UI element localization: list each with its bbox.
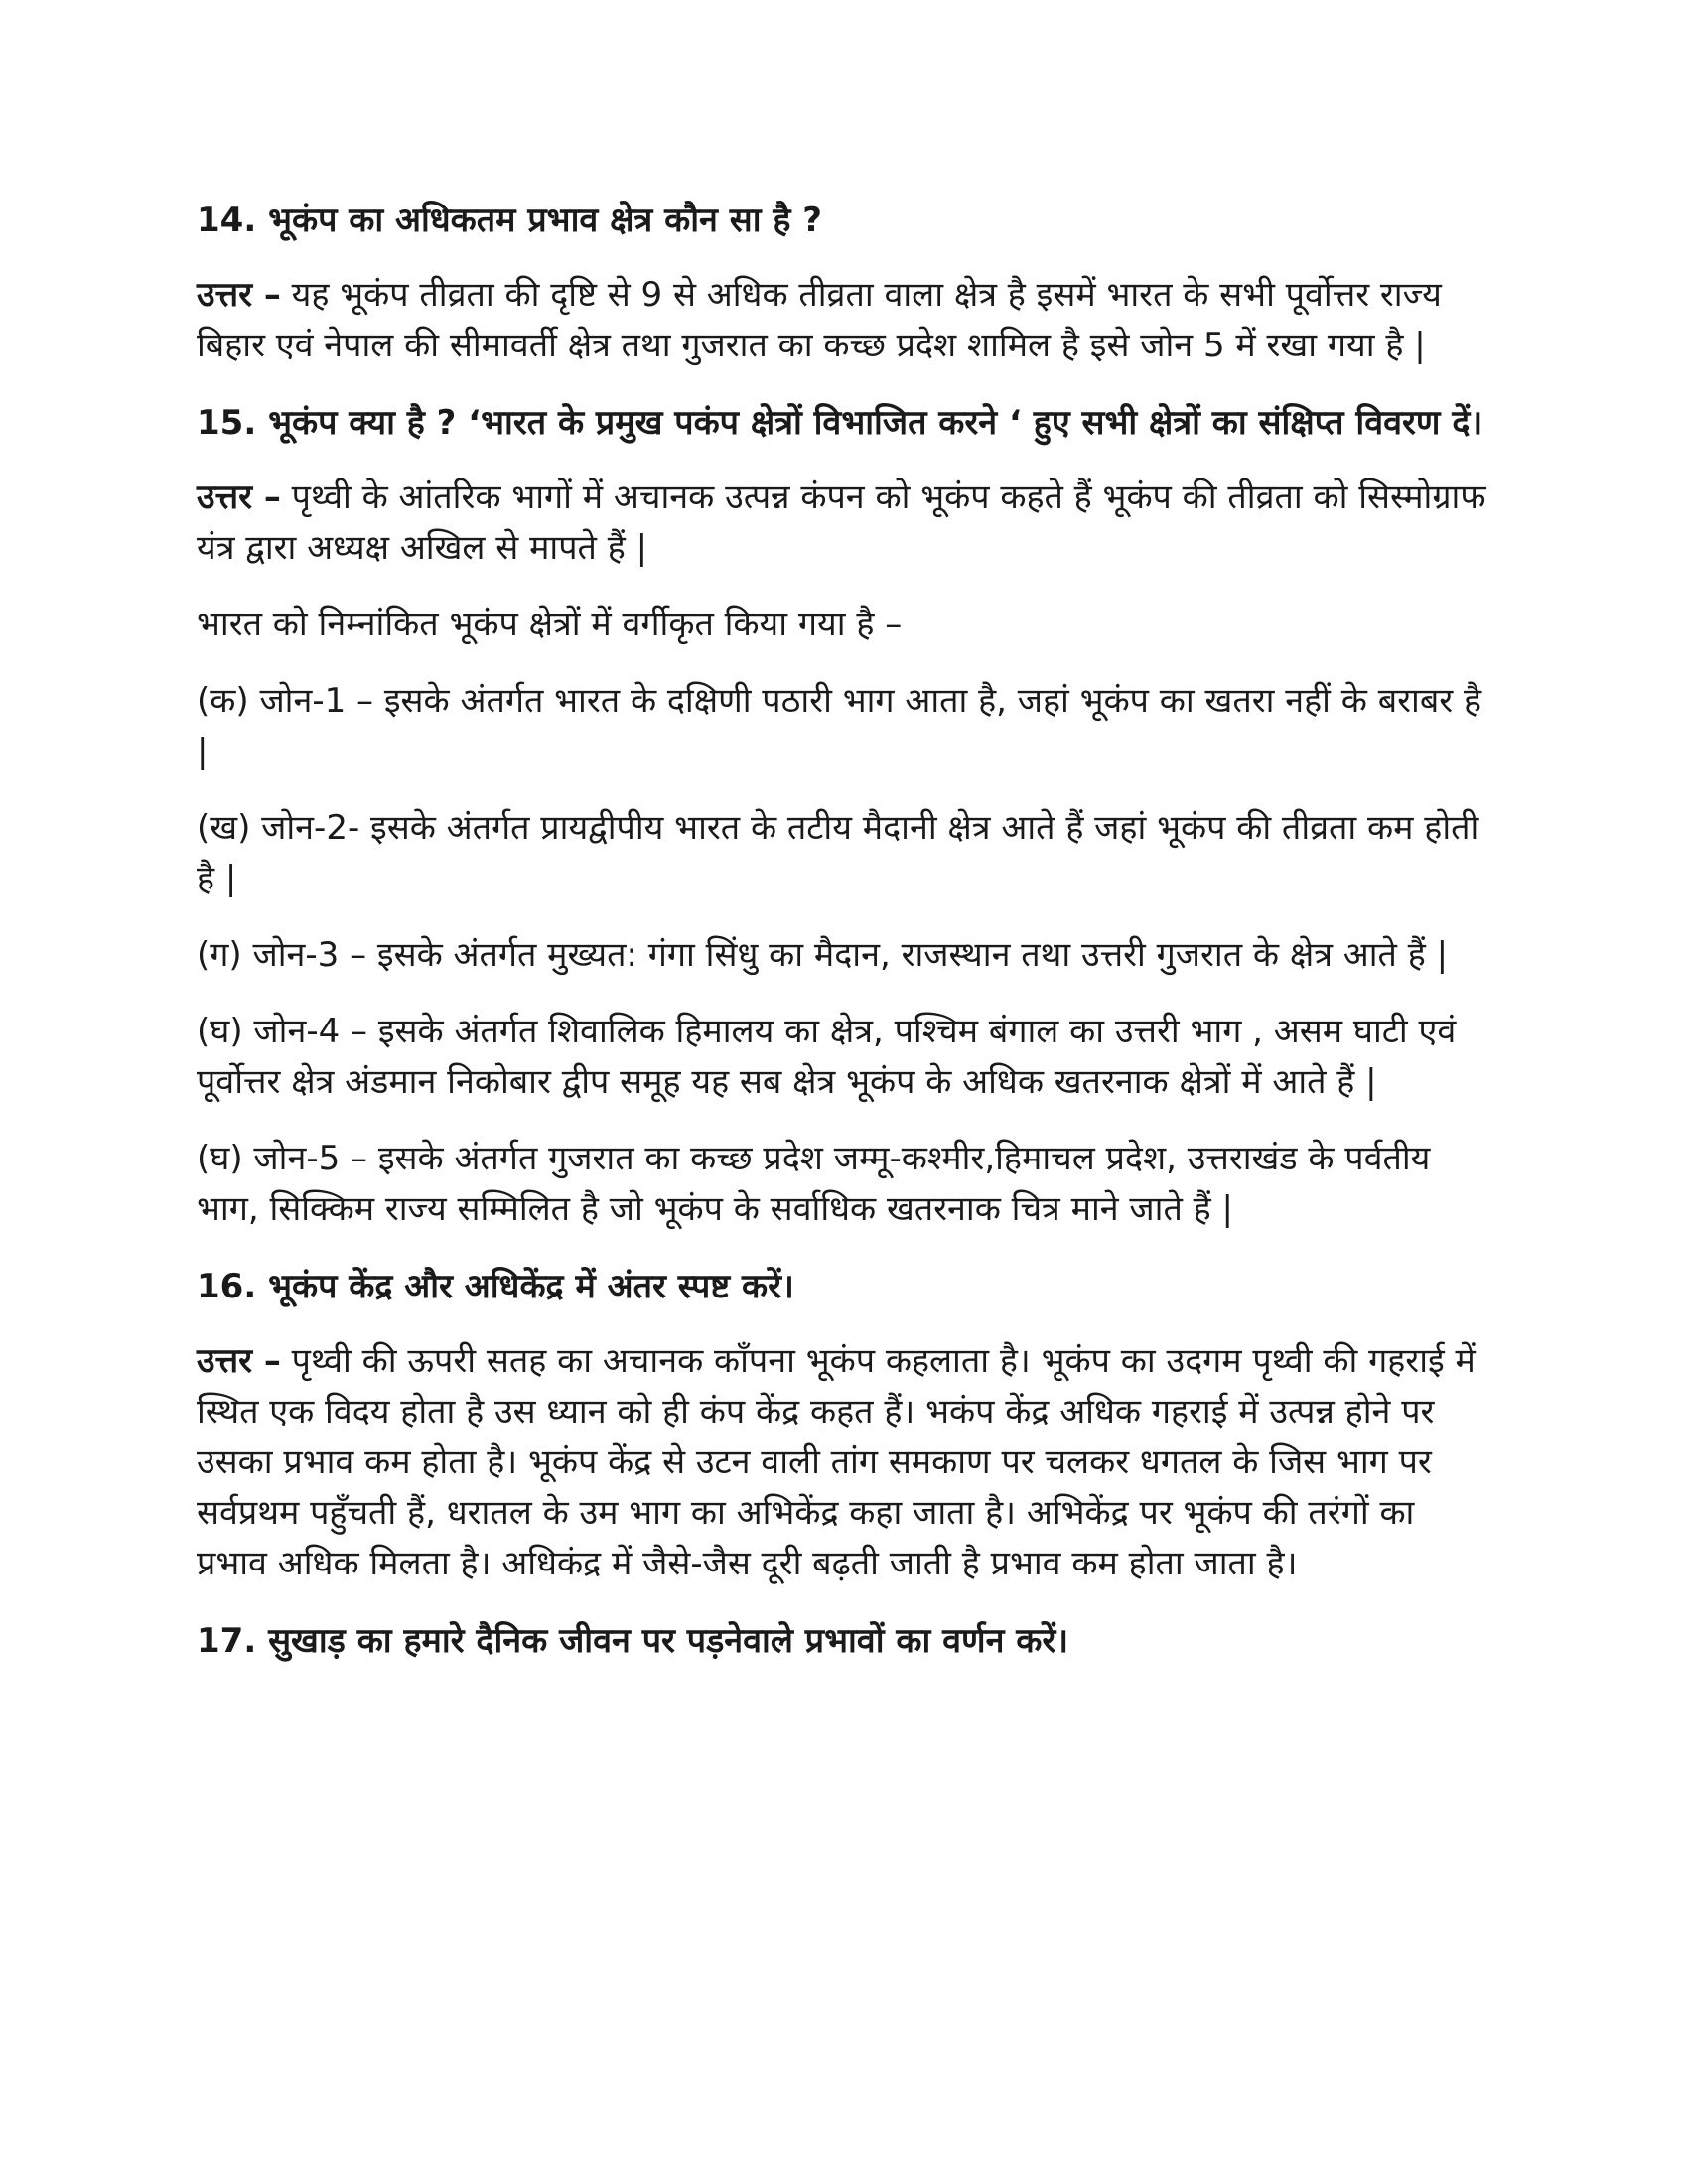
answer-14 [197,270,1487,371]
zone-3: (ग) जोन-3 – इसके अंतर्गत मुख्यत: गंगा सिंधु का मैदान, राजस्थान तथा उत्तरी गुजरात के क्षेत्र आते हैं | [197,935,1449,975]
document-page [197,195,1487,1691]
zone-5: (घ) जोन-5 – इसके अंतर्गत गुजरात का कच्छ प्रदेश जम्मू-कश्मीर,हिमाचल प्रदेश, उत्तराखंड के पर्वतीय भाग, सिक्किम राज्य सम्मिलित है जो भूकंप के सर्वाधिक खतरनाक चित्र माने जाते हैं | [197,1139,1431,1229]
answer-16 [197,1336,1487,1589]
answer-label: उत्तर – [197,1341,281,1381]
zone-1: (क) जोन-1 – इसके अंतर्गत भारत के दक्षिणी पठारी भाग आता है, जहां भूकंप का खतरा नहीं के बराबर है | [197,681,1481,771]
zone-2: (ख) जोन-2- इसके अंतर्गत प्रायद्वीपीय भारत के तटीय मैदानी क्षेत्र आते हैं जहां भूकंप की तीव्रता कम होती है | [197,808,1479,898]
question-15: 15. भूकंप क्या है ? ‘भारत के प्रमुख पकंप क्षेत्रों विभाजित करने ‘ हुए सभी क्षेत्रों का संक्षिप्त विवरण दें। [197,403,1483,443]
zone-intro: भारत को निम्नांकित भूकंप क्षेत्रों में वर्गीकृत किया गया है – [197,605,903,644]
question-17: 17. सुखाड़ का हमारे दैनिक जीवन पर पड़नेवाले प्रभावों का वर्णन करें। [197,1621,1069,1661]
zone-4: (घ) जोन-4 – इसके अंतर्गत शिवालिक हिमालय का क्षेत्र, पश्चिम बंगाल का उत्तरी भाग , असम घाटी एवं पूर्वोत्तर क्षेत्र अंडमान निकोबार द्वीप समूह यह सब क्षेत्र भूकंप के अधिक खतरनाक क्षेत्रों में आते हैं | [197,1012,1457,1102]
answer-15 [197,473,1487,574]
answer-text: पृथ्वी की ऊपरी सतह का अचानक काँपना भूकंप कहलाता है। भूकंप का उदगम पृथ्वी की गहराई में स्थित एक विदय होता है उस ध्यान को ही कंप केंद्र कहत हैं। भकंप केंद्र अधिक गहराई में उत्पन्न होने पर उसका प्रभाव कम होता है। भूकंप केंद्र से उटन वाली तांग समकाण पर चलकर धगतल के जिस भाग पर सर्वप्रथम पहुँचती हैं, धरातल के उम भाग का अभिकेंद्र कहा जाता है। अभिकेंद्र पर भूकंप की तरंगों का प्रभाव अधिक मिलता है। अधिकंद्र में जैसे-जैस दूरी बढ़ती जाती है प्रभाव कम होता जाता है। [197,1341,1476,1583]
question-16: 16. भूकंप केंद्र और अधिकेंद्र में अंतर स्पष्ट करें। [197,1267,794,1306]
answer-label: उत्तर – [197,275,281,315]
answer-text: यह भूकंप तीव्रता की दृष्टि से 9 से अधिक तीव्रता वाला क्षेत्र है इसमें भारत के सभी पूर्वोत्तर राज्य बिहार एवं नेपाल की सीमावर्ती क्षेत्र तथा गुजरात का कच्छ प्रदेश शामिल है इसे जोन 5 में रखा गया है | [197,275,1442,365]
answer-label: उत्तर – [197,478,281,517]
question-14: 14. भूकंप का अधिकतम प्रभाव क्षेत्र कौन सा है ? [197,201,822,240]
answer-text: पृथ्वी के आंतरिक भागों में अचानक उत्पन्न कंपन को भूकंप कहते हैं भूकंप की तीव्रता को सिस्मोग्राफ यंत्र द्वारा अध्यक्ष अखिल से मापते हैं | [197,478,1486,568]
